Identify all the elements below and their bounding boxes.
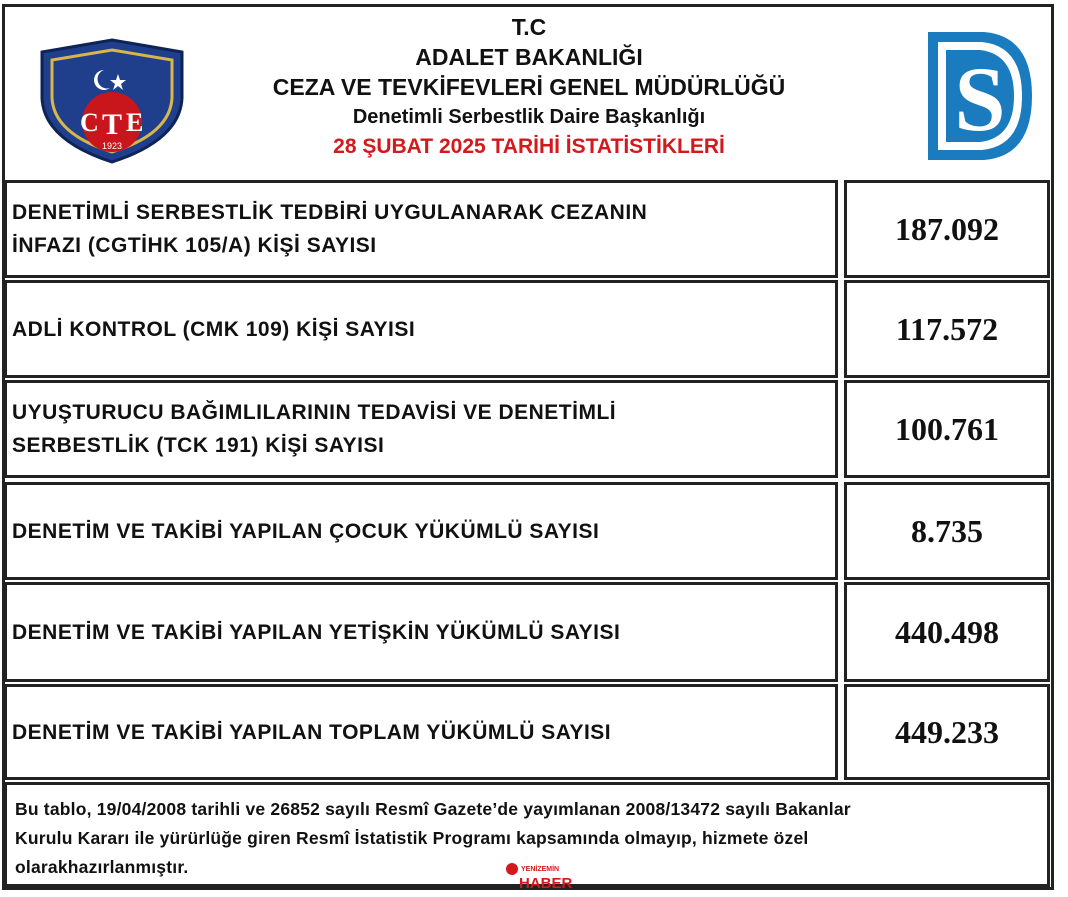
yenizemin-haber-logo-icon [505, 860, 573, 892]
header-line-tc: T.C [511, 14, 547, 40]
stat-value-cell [844, 684, 1050, 780]
stat-row [4, 280, 1050, 378]
stat-label-cell [4, 380, 838, 478]
stat-value: 117.572 [895, 310, 999, 347]
svg-text:1923: 1923 [101, 141, 123, 151]
svg-text:S: S [954, 48, 1006, 150]
stat-label: ADLİ KONTROL (CMK 109) KİŞİ SAYISI [12, 317, 416, 341]
stat-value-cell [844, 180, 1050, 278]
stat-value: 100.761 [895, 410, 999, 447]
svg-text:T: T [102, 108, 123, 141]
header-line-directorate: CEZA VE TEVKİFEVLERİ GENEL MÜDÜRLÜĞÜ [272, 74, 786, 100]
stat-row [4, 684, 1050, 780]
stat-value: 449.233 [895, 713, 999, 750]
stat-value-cell [844, 380, 1050, 478]
stat-value-cell [844, 280, 1050, 378]
stat-label: SERBESTLİK (TCK 191) KİŞİ SAYISI [12, 434, 385, 457]
stat-label-cell [4, 582, 838, 682]
stat-value: 440.498 [895, 613, 999, 650]
stat-value-cell [844, 582, 1050, 682]
stat-label: DENETİMLİ SERBESTLİK TEDBİRİ UYGULANARAK CEZANIN [12, 201, 648, 224]
stat-label-cell [4, 280, 838, 378]
header-line-ministry: ADALET BAKANLIĞI [415, 44, 643, 70]
svg-text:YENİZEMİN: YENİZEMİN [521, 866, 560, 873]
stat-row [4, 482, 1050, 580]
stat-row [4, 582, 1050, 682]
footer-line: Bu tablo, 19/04/2008 tarihli ve 26852 sayılı Resmî Gazete’de yayımlanan 2008/13472 sayılı Bakanlar [15, 799, 851, 819]
svg-text:HABER: HABER [519, 875, 573, 892]
stat-label-cell [4, 684, 838, 780]
svg-text:C: C [80, 108, 99, 137]
stat-value: 187.092 [895, 210, 999, 247]
footer-line: Kurulu Kararı ile yürürlüğe giren Resmî İstatistik Programı kapsamında olmayıp, hizmete özel [15, 828, 809, 848]
stat-label: UYUŞTURUCU BAĞIMLILARININ TEDAVİSİ VE DENETİMLİ [12, 401, 617, 424]
stat-label-cell [4, 482, 838, 580]
stat-label: İNFAZI (CGTİHK 105/A) KİŞİ SAYISI [12, 234, 377, 257]
stat-label: DENETİM VE TAKİBİ YAPILAN TOPLAM YÜKÜMLÜ SAYISI [12, 720, 612, 744]
ds-logo-icon [924, 26, 1036, 166]
stat-value: 8.735 [911, 512, 983, 549]
stat-label: DENETİM VE TAKİBİ YAPILAN YETİŞKİN YÜKÜMLÜ SAYISI [12, 620, 621, 644]
cte-shield-logo-icon [32, 36, 192, 166]
stat-value-cell [844, 482, 1050, 580]
document-header [4, 6, 1050, 178]
svg-text:E: E [126, 108, 144, 137]
header-title-block [204, 6, 854, 162]
stat-label: DENETİM VE TAKİBİ YAPILAN ÇOCUK YÜKÜMLÜ SAYISI [12, 519, 600, 543]
header-line-department: Denetimli Serbestlik Daire Başkanlığı [352, 106, 706, 128]
footer-line: olarakhazırlanmıştır. [15, 857, 189, 877]
stat-label-cell [4, 180, 838, 278]
stat-row [4, 380, 1050, 478]
stat-row [4, 180, 1050, 278]
header-line-date-title: 28 ŞUBAT 2025 TARİHİ İSTATİSTİKLERİ [333, 135, 725, 158]
